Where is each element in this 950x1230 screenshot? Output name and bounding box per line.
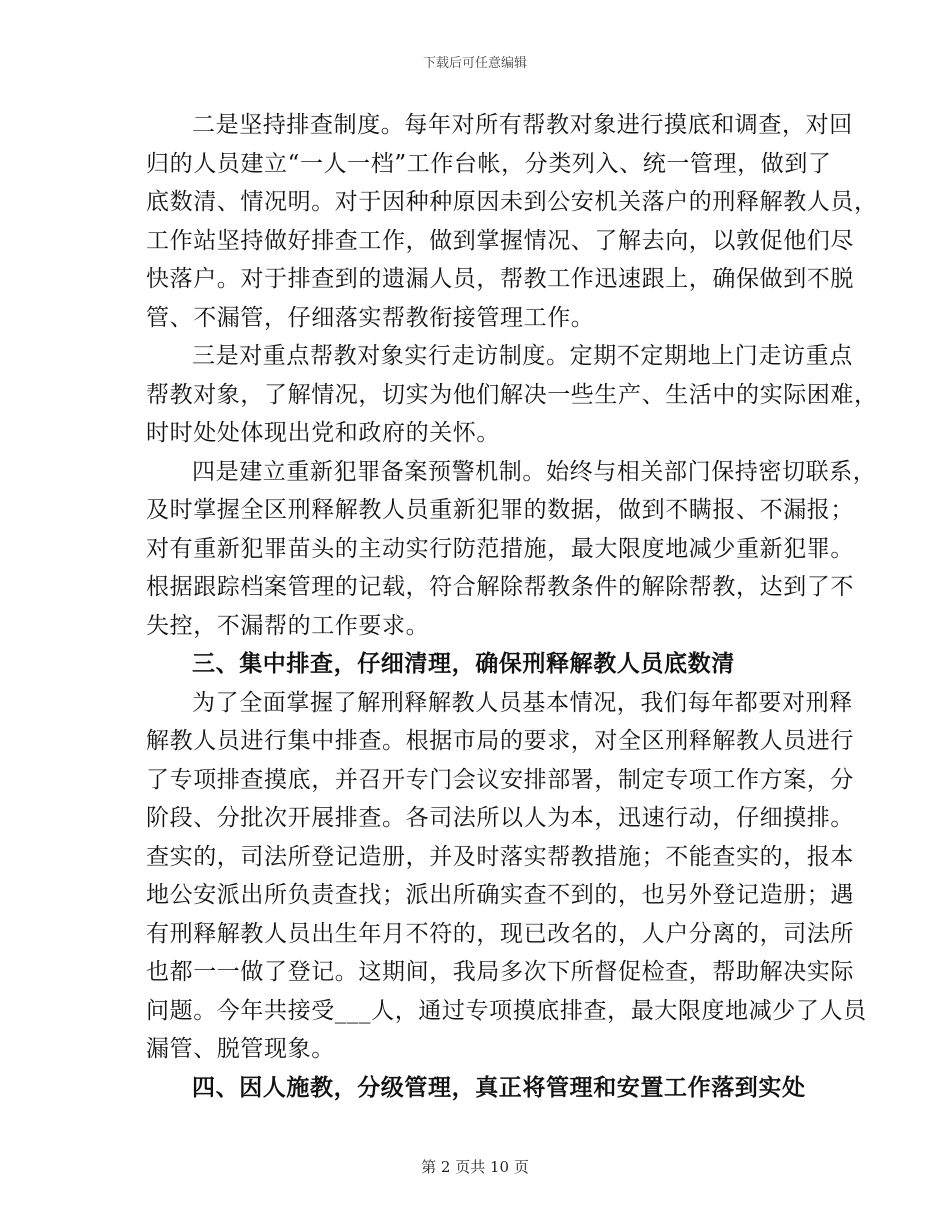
paragraph-line: 快落户。对于排查到的遗漏人员，帮教工作迅速跟上，确保做到不脱: [146, 266, 854, 292]
paragraph-line: 及时掌握全区刑释解教人员重新犯罪的数据，做到不瞒报、不漏报；: [146, 497, 854, 523]
paragraph-line: 有刑释解教人员出生年月不符的，现已改名的，人户分离的，司法所: [146, 920, 854, 947]
paragraph-line: 失控，不漏帮的工作要求。: [146, 612, 430, 639]
paragraph: [146, 106, 878, 337]
paragraph-line: 工作站坚持做好排查工作，做到掌握情况、了解去向，以敦促他们尽: [146, 227, 854, 254]
page-header: 下载后可任意编辑: [422, 56, 527, 71]
heading-line: 三、集中排查，仔细清理，确保刑释解教人员底数清: [192, 650, 735, 677]
paragraph-line: 也都一一做了登记。这期间，我局多次下所督促检查，帮助解决实际: [146, 959, 854, 985]
paragraph-line: 二是坚持排查制度。每年对所有帮教对象进行摸底和调查，对回: [192, 112, 853, 138]
paragraph-line: 对有重新犯罪苗头的主动实行防范措施，最大限度地减少重新犯罪。: [146, 535, 854, 562]
paragraph-line: 查实的，司法所登记造册，并及时落实帮教措施；不能查实的，报本: [146, 843, 854, 870]
document-body: [146, 106, 878, 1107]
paragraph-line: 底数清、情况明。对于因种种原因未到公安机关落户的刑释解教人员，: [146, 189, 878, 215]
paragraph-line: 了专项排查摸底，并召开专门会议安排部署，制定专项工作方案，分: [146, 766, 854, 793]
paragraph-line: 帮教对象，了解情况，切实为他们解决一些生产、生活中的实际困难，: [146, 381, 878, 408]
section-heading: [146, 645, 806, 684]
section-heading: [146, 1069, 806, 1108]
paragraph-line: 阶段、分批次开展排查。各司法所以人为本，迅速行动，仔细摸排。: [146, 805, 854, 831]
page-footer: 第 2 页共 10 页: [421, 1158, 529, 1176]
paragraph-line: 解教人员进行集中排查。根据市局的要求，对全区刑释解教人员进行: [146, 728, 854, 754]
paragraph: [146, 453, 877, 646]
paragraph-line: 三是对重点帮教对象实行走访制度。定期不定期地上门走访重点: [192, 343, 853, 369]
paragraph-line: 漏管、脱管现象。: [146, 1036, 335, 1062]
heading-line: 四、因人施教，分级管理，真正将管理和安置工作落到实处: [192, 1073, 806, 1101]
paragraph-line: 归的人员建立“一人一档”工作台帐，分类列入、统一管理，做到了: [146, 150, 832, 177]
paragraph-line: 四是建立重新犯罪备案预警机制。始终与相关部门保持密切联系，: [192, 458, 877, 485]
paragraph-line: 根据跟踪档案管理的记载，符合解除帮教条件的解除帮教，达到了不: [146, 574, 854, 600]
paragraph-line: 为了全面掌握了解刑释解教人员基本情况，我们每年都要对刑释: [192, 689, 853, 716]
paragraph: [146, 337, 878, 453]
paragraph-line: 问题。今年共接受___人，通过专项摸底排查，最大限度地减少了人员: [146, 997, 867, 1024]
paragraph: [146, 684, 867, 1069]
paragraph-line: 地公安派出所负责查找；派出所确实查不到的，也另外登记造册；遇: [146, 882, 854, 908]
paragraph-line: 时时处处体现出党和政府的关怀。: [146, 420, 500, 446]
paragraph-line: 管、不漏管，仔细落实帮教衔接管理工作。: [146, 304, 595, 331]
